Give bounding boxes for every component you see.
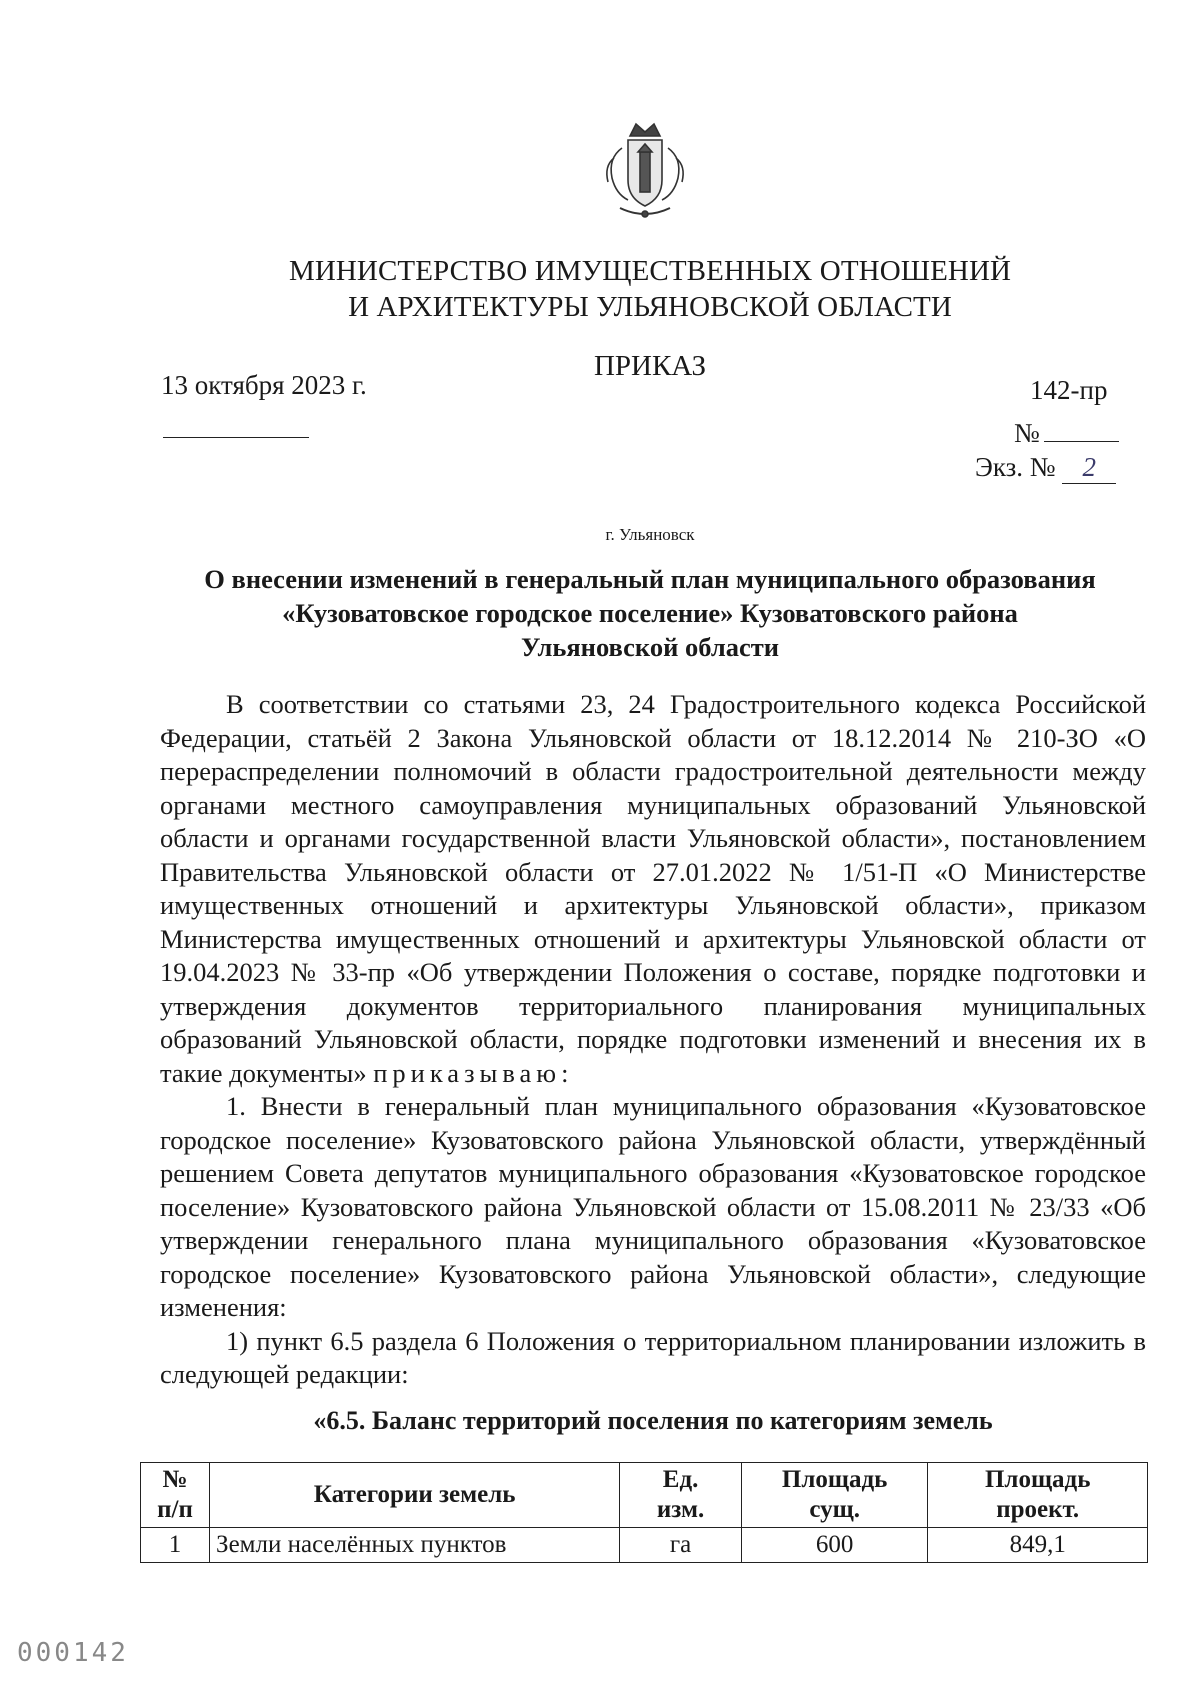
city: г. Ульяновск bbox=[605, 525, 695, 544]
subject-line-2: «Кузоватовское городское поселение» Кузоватовского района bbox=[282, 598, 1018, 628]
subject-line-1: О внесении изменений в генеральный план муниципального образования bbox=[204, 564, 1096, 594]
order-number: 142-пр bbox=[1030, 375, 1108, 405]
coat-of-arms-emblem bbox=[600, 118, 690, 222]
header-area-project-line-2: проект. bbox=[996, 1496, 1080, 1523]
table-row bbox=[141, 1528, 1148, 1563]
number-blank-line bbox=[1044, 421, 1119, 442]
header-category: Категории земель bbox=[210, 1463, 620, 1528]
copy-number-handwritten: 2 bbox=[1062, 452, 1116, 484]
header-area-existing bbox=[741, 1463, 928, 1528]
date-underline bbox=[163, 437, 309, 438]
header-area-project bbox=[928, 1463, 1148, 1528]
header-num-line-2: п/п bbox=[157, 1496, 193, 1523]
number-field bbox=[1014, 418, 1119, 449]
ministry-name bbox=[200, 253, 1100, 325]
header-area-existing-line-1: Площадь bbox=[781, 1466, 888, 1493]
land-balance-table bbox=[140, 1462, 1148, 1563]
order-body bbox=[160, 688, 1146, 1392]
cell-unit: га bbox=[620, 1528, 742, 1563]
subject-line-3: Ульяновской области bbox=[521, 632, 779, 662]
preamble-paragraph bbox=[160, 688, 1146, 1090]
header-unit-line-1: Ед. bbox=[662, 1466, 699, 1493]
item-1-paragraph: 1. Внести в генеральный план муниципального образования «Кузоватовское городское поселение» Кузоватовского района Ульяновской области, утверждённый решением Совета депутатов муниципального образования «Кузоватовское городское поселение» Кузоватовского района Ульяновской области от 15.08.2011 № 23/33 «Об утверждении генерального плана муниципального образования «Кузоватовское городское поселение» Кузоватовского района Ульяновской области», следующие изменения: bbox=[160, 1091, 1146, 1322]
copy-number-field bbox=[975, 452, 1116, 484]
order-word: приказываю: bbox=[373, 1057, 574, 1088]
document-type: ПРИКАЗ bbox=[593, 350, 707, 382]
header-num bbox=[141, 1463, 210, 1528]
number-label: № bbox=[1014, 418, 1040, 448]
order-subject bbox=[160, 562, 1140, 664]
ministry-line-2: И АРХИТЕКТУРЫ УЛЬЯНОВСКОЙ ОБЛАСТИ bbox=[348, 291, 952, 323]
header-unit bbox=[620, 1463, 742, 1528]
header-area-project-line-1: Площадь bbox=[984, 1466, 1091, 1493]
copy-label: Экз. № bbox=[975, 452, 1056, 482]
header-num-line-1: № bbox=[162, 1466, 188, 1493]
cell-area-existing: 600 bbox=[741, 1528, 928, 1563]
table-header-row bbox=[141, 1463, 1148, 1528]
table-title: «6.5. Баланс территорий поселения по категориям земель bbox=[313, 1406, 993, 1435]
cell-category: Земли населённых пунктов bbox=[210, 1528, 620, 1563]
header-area-existing-line-2: сущ. bbox=[809, 1496, 860, 1523]
preamble-text: В соответствии со статьями 23, 24 Градостроительного кодекса Российской Федерации, статьёй 2 Закона Ульяновской области от 18.12.2014 № 210-ЗО «О перераспределении полномочий в области градостроительной деятельности между органами местного самоуправления муниципальных образований Ульяновской области и органами государственной власти Ульяновской области», постановлением Правительства Ульяновской области от 27.01.2022 № 1/51-П «О Министерстве имущественных отношений и архитектуры Ульяновской области», приказом Министерства имущественных отношений и архитектуры Ульяновской области от 19.04.2023 № 33-пр «Об утверждении Положения о составе, порядке подготовки и утверждения документов территориального планирования муниципальных образований Ульяновской области, порядке подготовки изменений и внесения их в такие документы» bbox=[160, 689, 1146, 1088]
subitem-1-paragraph: 1) пункт 6.5 раздела 6 Положения о территориальном планировании изложить в следующей редакции: bbox=[160, 1325, 1146, 1389]
header-unit-line-2: изм. bbox=[656, 1496, 705, 1523]
cell-num: 1 bbox=[141, 1528, 210, 1563]
cell-area-project: 849,1 bbox=[928, 1528, 1148, 1563]
order-date: 13 октября 2023 г. bbox=[161, 370, 367, 400]
ministry-line-1: МИНИСТЕРСТВО ИМУЩЕСТВЕННЫХ ОТНОШЕНИЙ bbox=[288, 255, 1012, 287]
sheet-number-stamp: 000142 bbox=[17, 1638, 129, 1668]
